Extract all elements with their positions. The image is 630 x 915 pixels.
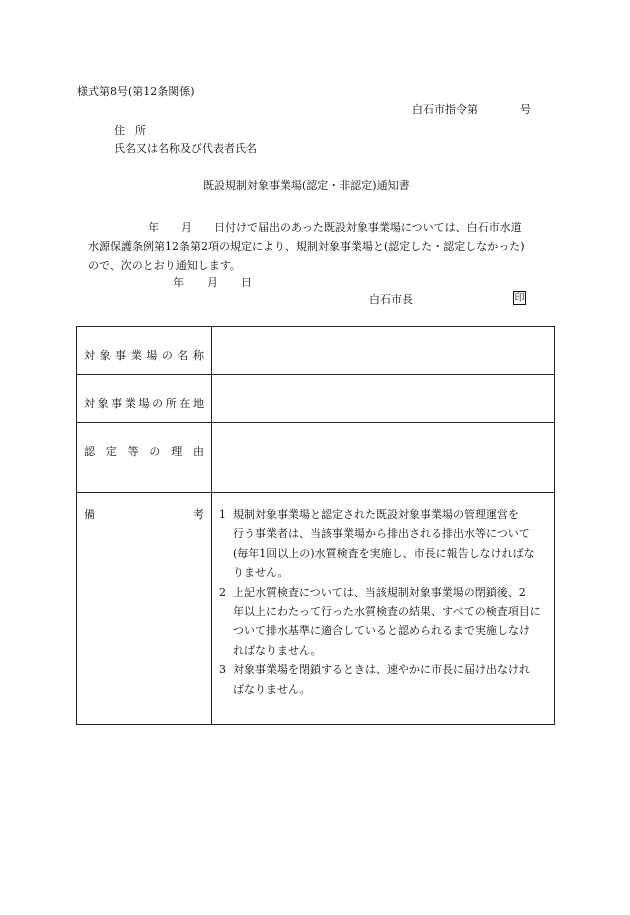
remark-line: 規制対象事業場と認定された既設対象事業場の管理運営を [233, 508, 519, 521]
remark-number: 1 [219, 508, 226, 521]
label-remarks: 備 考 [77, 493, 212, 724]
table-row-reason [77, 423, 554, 493]
table-row-name [77, 327, 554, 375]
issue-date [173, 277, 252, 288]
table-row-location [77, 375, 554, 423]
value-certification-reason[interactable] [212, 423, 554, 492]
label-certification-reason: 認 定 等 の 理 由 [77, 423, 212, 492]
notice-line-3: ので、次のとおり通知します。 [88, 259, 241, 272]
document-title: 既設規制対象事業場(認定・非認定)通知書 [203, 179, 410, 192]
mayor-name: 白石市長 [369, 293, 413, 306]
remarks-list [212, 493, 554, 699]
remark-number: 2 [219, 585, 226, 599]
reference-number [412, 104, 531, 115]
value-remarks [212, 493, 554, 724]
remark-number: 3 [219, 663, 226, 677]
notice-year: 年 [148, 221, 159, 234]
remark-line: ばなりません。 [233, 682, 311, 696]
value-facility-name[interactable] [212, 327, 554, 374]
remark-line: 年以上にわたって行った水質検査の結果、すべての検査項目に [233, 605, 541, 619]
remark-line: ついて排水基準に適合していると認められるまで実施しなけ [233, 624, 530, 638]
table-row-remarks [77, 493, 554, 724]
notice-month: 月 [181, 221, 192, 234]
reference-suffix: 号 [520, 103, 531, 116]
reference-city: 白石市指令第 [412, 103, 478, 116]
remark-item [219, 660, 550, 699]
name-label: 氏名又は名称及び代表者氏名 [114, 142, 257, 155]
date-day: 日 [241, 276, 252, 289]
notice-line-1 [88, 218, 556, 237]
remark-line: (毎年1回以上の)水質検査を実施し、市長に報告しなければな [233, 546, 535, 560]
remark-line: 行う事業者は、当該事業場から排出される排出水等について [233, 527, 530, 541]
label-facility-name: 対 象 事 業 場 の 名 称 [77, 327, 212, 374]
label-facility-location: 対 象 事 業 場 の 所 在 地 [77, 375, 212, 422]
remark-line: 上記水質検査については、当該規制対象事業場の閉鎖後、2 [233, 585, 526, 599]
value-facility-location[interactable] [212, 375, 554, 422]
remark-line: 対象事業場を閉鎖するときは、速やかに市長に届け出なけれ [233, 663, 530, 677]
remark-item [219, 583, 550, 661]
date-year: 年 [173, 276, 184, 289]
remark-line: ればなりません。 [233, 643, 322, 657]
notice-body [88, 218, 556, 275]
remark-item [219, 505, 550, 583]
remark-line: りません。 [233, 566, 289, 580]
address-label: 住所 [114, 124, 156, 137]
date-month: 月 [207, 276, 218, 289]
form-number: 様式第8号(第12条関係) [77, 85, 195, 98]
notice-line-1-text: 日付けで届出のあった既設対象事業場については、白石市水道 [214, 221, 522, 234]
detail-table [76, 326, 555, 725]
notice-line-2: 水源保護条例第12条第2項の規定により、規制対象事業場と(認定した・認定しなかった) [88, 240, 525, 253]
seal-mark: 印 [514, 293, 525, 304]
